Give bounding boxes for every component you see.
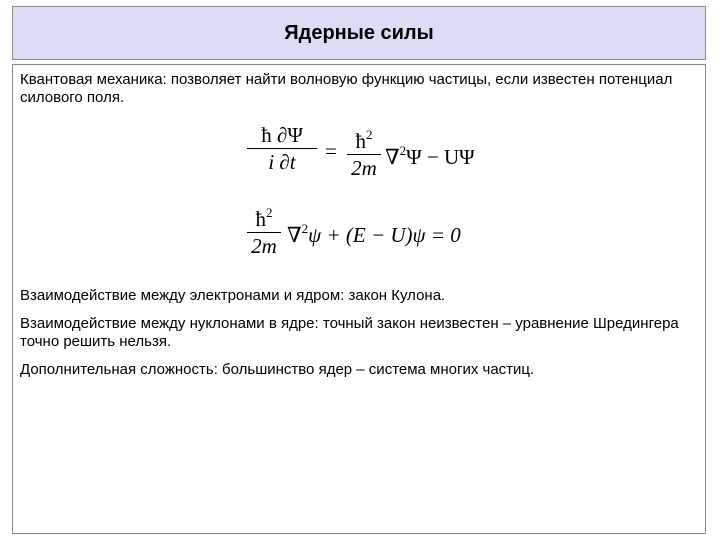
paragraph-quantum-mechanics: Квантовая механика: позволяет найти волновую функцию частицы, если известен потенциал силового поля. <box>20 71 673 106</box>
formula2-body: ∇$^2$ψ + (E − U)ψ = 0 <box>287 221 461 247</box>
rhs-denominator: 2m <box>351 156 377 180</box>
equals-sign: = <box>325 139 337 163</box>
lhs-denominator: i ∂t <box>268 150 296 174</box>
lhs-numerator: ħ ∂Ψ <box>261 123 303 147</box>
formula2-fraction <box>247 201 281 258</box>
formula2-numerator: $ħ^2$ <box>255 205 273 231</box>
paragraph-electron-nucleus: Взаимодействие между электронами и ядром: закон Кулона. <box>20 287 446 304</box>
rhs-numerator: $ħ^2$ <box>355 127 373 153</box>
slide-title-bar <box>12 6 706 60</box>
formula-schrodinger-stationary <box>247 201 497 261</box>
slide-title: Ядерные силы <box>284 21 434 44</box>
paragraph-nucleon-interaction: Взаимодействие между нуклонами в ядре: точный закон неизвестен – уравнение Шредингера точно решить нельзя. <box>20 315 679 350</box>
paragraph-many-body: Дополнительная сложность: большинство ядер – система многих частиц. <box>20 361 535 378</box>
formula-lhs-fraction <box>247 123 317 174</box>
formula2-denominator: 2m <box>251 234 277 258</box>
formula-schrodinger-time-dependent <box>247 123 487 181</box>
slide-content <box>12 64 706 534</box>
formula-rhs-fraction <box>347 123 381 180</box>
rhs-laplacian-term: ∇$^2$Ψ − UΨ <box>385 143 475 169</box>
